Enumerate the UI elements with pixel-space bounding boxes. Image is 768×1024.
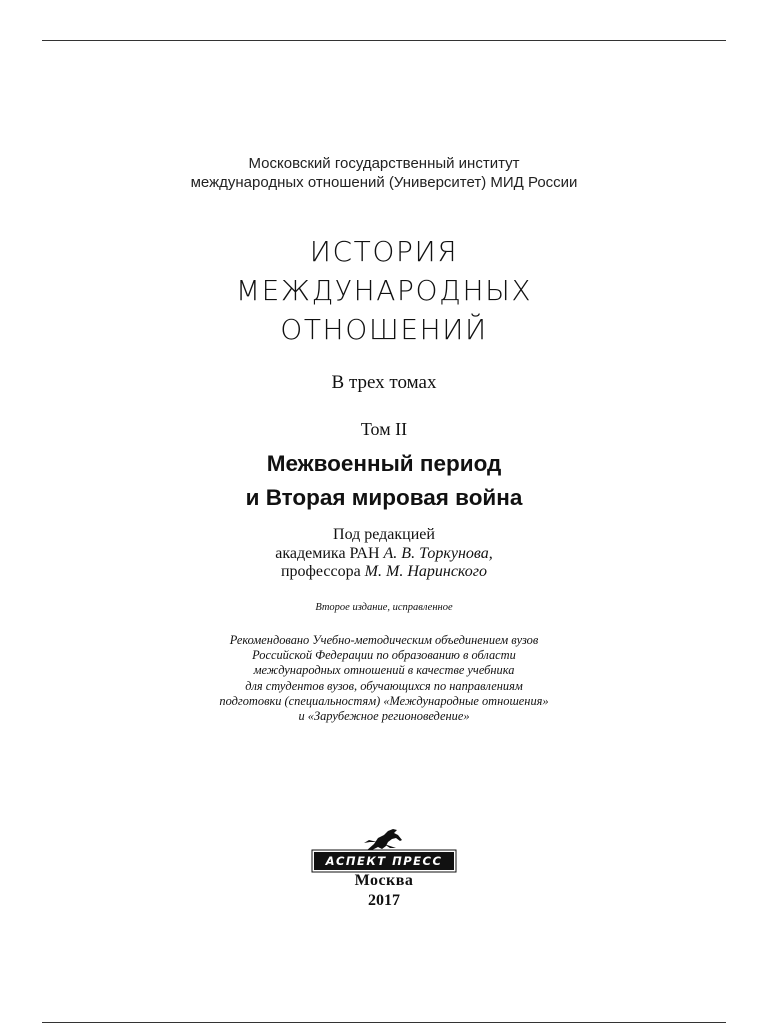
editor-1-title: академика РАН: [275, 544, 384, 562]
institution-line-1: Московский государственный институт: [248, 155, 520, 172]
publisher-logo-text: АСПЕКТ ПРЕСС: [314, 852, 454, 870]
book-title: [0, 232, 768, 349]
top-rule: [42, 40, 726, 41]
recommendation-line-5: подготовки (специальностям) «Международные отношения»: [219, 693, 549, 708]
volume-subtitle: [0, 447, 768, 515]
recommendation-line-6: и «Зарубежное регионоведение»: [298, 709, 470, 724]
editor-2-title: профессора: [280, 563, 365, 580]
subtitle-line-2: и Вторая мировая война: [245, 485, 523, 510]
recommendation-line-1: Рекомендовано Учебно-методическим объединением вузов: [229, 633, 539, 647]
title-line-1: ИСТОРИЯ: [309, 235, 459, 268]
editors-block: [0, 526, 768, 582]
recommendation-block: [0, 633, 768, 724]
editors-line-2: [0, 545, 768, 564]
publisher-logo: [314, 826, 454, 874]
recommendation-line-4: для студентов вузов, обучающихся по направлениям: [245, 678, 523, 693]
title-line-2: МЕЖДУНАРОДНЫХ: [235, 274, 533, 307]
subtitle-line-1: Межвоенный период: [266, 451, 502, 476]
title-line-3: ОТНОШЕНИЙ: [280, 313, 488, 346]
publication-year: 2017: [368, 892, 400, 909]
institution-name: [0, 154, 768, 192]
bottom-rule: [42, 1022, 726, 1023]
recommendation-line-2: Российской Федерации по образованию в области: [252, 648, 516, 663]
edition-note: Второе издание, исправленное: [315, 602, 453, 613]
editors-line-1: Под редакцией: [333, 526, 435, 543]
editor-1-name: А. В. Торкунова,: [383, 544, 493, 562]
editor-2-name: М. М. Наринского: [364, 563, 488, 580]
volumes-note: В трех томах: [331, 372, 437, 393]
publisher-city: Москва: [354, 872, 414, 889]
horse-icon: [314, 826, 454, 854]
volume-number: Том II: [360, 419, 408, 439]
editors-line-3: [0, 563, 768, 582]
recommendation-line-3: международных отношений в качестве учебника: [253, 663, 515, 678]
institution-line-2: международных отношений (Университет) МИД России: [190, 174, 578, 191]
